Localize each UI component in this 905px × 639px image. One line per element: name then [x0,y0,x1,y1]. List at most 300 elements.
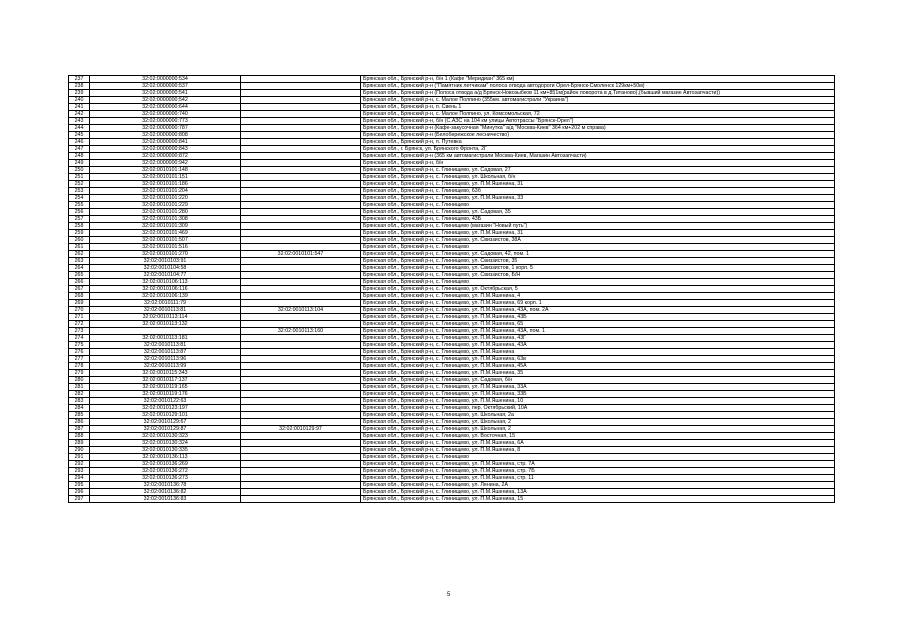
table-row [69,209,835,216]
row-number-cell: 277 [69,356,90,363]
table-row [69,391,835,398]
cadastral-number-cell: 32:02:0000000:841 [90,139,241,146]
address-cell: Брянская обл., Брянский р-н, с. Глинищево, ул. Школьная, 2а [361,412,835,419]
table-row [69,174,835,181]
table-row [69,132,835,139]
cadastral-number-cell: 32:02:0010129:101 [90,412,241,419]
linked-cadastral-number-cell [241,384,361,391]
row-number-cell: 274 [69,335,90,342]
linked-cadastral-number-cell [241,90,361,97]
linked-cadastral-number-cell [241,300,361,307]
row-number-cell: 295 [69,482,90,489]
address-cell: Брянская обл., Брянский р-н, с. Глинищево, ул. П.М.Яшенина, 13А [361,489,835,496]
cadastral-number-cell: 32:02:0010113:181 [90,335,241,342]
linked-cadastral-number-cell [241,258,361,265]
address-cell: Брянская обл., Брянский р-н, с. Глинищево, ул. Садовая, 27 [361,167,835,174]
address-cell: Брянская обл., Брянский р-н, с. Глинищево [361,202,835,209]
row-number-cell: 239 [69,90,90,97]
linked-cadastral-number-cell [241,279,361,286]
row-number-cell: 271 [69,314,90,321]
linked-cadastral-number-cell [241,468,361,475]
linked-cadastral-number-cell [241,349,361,356]
address-cell: Брянская обл., Брянский р-н, с. Глинищево [361,279,835,286]
cadastral-number-cell: 32:02:0010130:323 [90,433,241,440]
row-number-cell: 272 [69,321,90,328]
linked-cadastral-number-cell [241,223,361,230]
table-row [69,419,835,426]
linked-cadastral-number-cell [241,496,361,503]
cadastral-number-cell: 32:02:0010101:220 [90,195,241,202]
linked-cadastral-number-cell [241,265,361,272]
cadastral-number-cell: 32:02:0010117:137 [90,377,241,384]
row-number-cell: 248 [69,153,90,160]
linked-cadastral-number-cell: 32:02:0010129:97 [241,426,361,433]
linked-cadastral-number-cell [241,356,361,363]
row-number-cell: 296 [69,489,90,496]
cadastral-number-cell: 32:02:0010136:82 [90,489,241,496]
table-row [69,104,835,111]
cadastral-number-cell: 32:02:0010119:176 [90,391,241,398]
address-cell: Брянская обл., Брянский р-н, с. Глинищево, ул. Садовая, 35 [361,209,835,216]
cadastral-number-cell: 32:02:0010104:77 [90,272,241,279]
address-cell: Брянская обл., Брянский р-н, с. Глинищево, ул. П.М.Яшенина, стр. 11 [361,475,835,482]
cadastral-number-cell: 32:02:0010136:269 [90,461,241,468]
linked-cadastral-number-cell [241,153,361,160]
address-cell: Брянская обл., Брянский р-н, с. Глинищево, ул. Ленина, 2А [361,482,835,489]
address-cell: Брянская обл., Брянский р-н, с. Глинищево, ул. П.М.Яшенина, стр. 7Б [361,468,835,475]
row-number-cell: 252 [69,181,90,188]
row-number-cell: 284 [69,405,90,412]
address-cell: Брянская обл., Брянский р-н, с. Глинищево, ул. П.М.Яшенина, 10 [361,398,835,405]
linked-cadastral-number-cell [241,377,361,384]
linked-cadastral-number-cell [241,195,361,202]
table-row [69,412,835,419]
cadastral-number-cell: 32:02:0010103:91 [90,258,241,265]
address-cell: Брянская обл., Брянский р-н, б/н [361,160,835,167]
cadastral-number-cell: 32:02:0010101:151 [90,174,241,181]
address-cell: Брянская обл., Брянский р-н, с. Глинищево, ул. Садовая, 42, пом. 1 [361,251,835,258]
linked-cadastral-number-cell [241,132,361,139]
cadastral-number-cell: 32:02:0010106:139 [90,293,241,300]
linked-cadastral-number-cell [241,475,361,482]
table-row [69,454,835,461]
address-cell: Брянская обл., Брянский р-н, с. Глинищево, ул. П.М.Яшенина, 6А [361,440,835,447]
cadastral-number-cell: 32:02:0010106:113 [90,279,241,286]
address-cell: Брянская обл., Брянский р-н, с. Глинищево, 43Б [361,216,835,223]
row-number-cell: 282 [69,391,90,398]
address-cell: Брянская обл., Брянский р-н, с. Глинищево, ул. П.М.Яшенина, 4 [361,293,835,300]
linked-cadastral-number-cell: 32:02:0010113:160 [241,328,361,335]
table-row [69,230,835,237]
cadastral-number-cell: 32:02:0010136:83 [90,496,241,503]
linked-cadastral-number-cell [241,181,361,188]
cadastral-number-cell: 32:02:0010136:272 [90,468,241,475]
table-row [69,167,835,174]
table-row [69,363,835,370]
address-cell: Брянская обл., Брянский р-н, с. Глинищево, ул. П.М.Яшенина, 15 [361,496,835,503]
property-table [68,75,835,503]
address-cell: Брянская обл., Брянский р-н, с. Глинищево, ул. П.М.Яшенина, 65 [361,321,835,328]
row-number-cell: 293 [69,468,90,475]
table-row [69,370,835,377]
linked-cadastral-number-cell [241,146,361,153]
row-number-cell: 258 [69,223,90,230]
cadastral-number-cell: 32:02:0000000:942 [90,160,241,167]
address-cell: Брянская обл., Брянский р-н, с. Глинищево, ул. П.М.Яшенина, 69 корп. 1 [361,300,835,307]
cadastral-number-cell: 32:02:0010130:324 [90,440,241,447]
linked-cadastral-number-cell [241,412,361,419]
table-row [69,76,835,83]
row-number-cell: 280 [69,377,90,384]
address-cell: Брянская обл., Брянский р-н, б/н (С.АЗС на 104 км улицы Автотрассы "Брянск-Орел") [361,118,835,125]
cadastral-number-cell: 32:02:0010136:113 [90,454,241,461]
linked-cadastral-number-cell [241,174,361,181]
cadastral-number-cell: 32:02:0010101:270 [90,251,241,258]
table-row [69,202,835,209]
linked-cadastral-number-cell [241,447,361,454]
address-cell: Брянская обл., Брянский р-н, с. Глинищево, ул. П.М.Яшенина, 31 [361,230,835,237]
address-cell: Брянская обл., Брянский р-н, с. Глинищево, ул. П.М.Яшенина, 45А [361,363,835,370]
row-number-cell: 262 [69,251,90,258]
cadastral-number-cell: 32:02:0000000:787 [90,125,241,132]
cadastral-number-cell: 32:02:0010101:309 [90,223,241,230]
cadastral-number-cell: 32:02:0010136:78 [90,482,241,489]
cadastral-number-cell: 32:02:0010113:99 [90,363,241,370]
address-cell: Брянская обл., Брянский р-н, с. Глинищево, ул. П.М.Яшенина, 33А [361,384,835,391]
cadastral-number-cell: 32:02:0010115:343 [90,370,241,377]
row-number-cell: 237 [69,76,90,83]
row-number-cell: 287 [69,426,90,433]
cadastral-number-cell: 32:02:0000000:773 [90,118,241,125]
cadastral-number-cell: 32:02:0010104:58 [90,265,241,272]
linked-cadastral-number-cell [241,482,361,489]
row-number-cell: 244 [69,125,90,132]
row-number-cell: 285 [69,412,90,419]
row-number-cell: 283 [69,398,90,405]
address-cell: Брянская обл., Брянский р-н, с. Глинищево, ул. П.М.Яшенина, 35 [361,370,835,377]
table-row [69,265,835,272]
table-row [69,440,835,447]
table-row [69,160,835,167]
row-number-cell: 266 [69,279,90,286]
linked-cadastral-number-cell [241,167,361,174]
row-number-cell: 278 [69,363,90,370]
cadastral-number-cell: 32:02:0000000:644 [90,104,241,111]
address-cell: Брянская обл., Брянский р-н, с. Глинищево, ул. Октябрьская, 5 [361,286,835,293]
cadastral-number-cell: 32:02:0010101:148 [90,167,241,174]
address-cell: Брянская обл., Брянский р-н, с. Глинищево (магазин "Новый путь") [361,223,835,230]
linked-cadastral-number-cell [241,104,361,111]
linked-cadastral-number-cell [241,440,361,447]
cadastral-number-cell: 32:02:0010113:114 [90,314,241,321]
linked-cadastral-number-cell [241,139,361,146]
linked-cadastral-number-cell [241,272,361,279]
cadastral-number-cell: 32:02:0010101:308 [90,216,241,223]
row-number-cell: 286 [69,419,90,426]
linked-cadastral-number-cell [241,335,361,342]
cadastral-number-cell: 32:02:0000000:843 [90,146,241,153]
cadastral-number-cell: 32:02:0010101:469 [90,230,241,237]
row-number-cell: 267 [69,286,90,293]
linked-cadastral-number-cell [241,419,361,426]
cadastral-number-cell: 32:02:0010130:335 [90,447,241,454]
cadastral-number-cell: 32:02:0010101:186 [90,181,241,188]
table-row [69,195,835,202]
row-number-cell: 273 [69,328,90,335]
row-number-cell: 250 [69,167,90,174]
table-row [69,244,835,251]
cadastral-number-cell: 32:02:0010129:67 [90,419,241,426]
address-cell: Брянская обл., Брянский р-н, с. Глинищево, ул. П.М.Яшенина, 33Б [361,391,835,398]
address-cell: Брянская обл., Брянский р-н, с. Глинищево, ул. П.М.Яшенина, 43А [361,342,835,349]
row-number-cell: 246 [69,139,90,146]
table-row [69,293,835,300]
linked-cadastral-number-cell [241,202,361,209]
cadastral-number-cell: 32:02:0000000:872 [90,153,241,160]
cadastral-number-cell: 32:02:0000000:740 [90,111,241,118]
table-row [69,251,835,258]
address-cell: Брянская обл., Брянский р-н, с. Глинищево, ул. Школьная, 2 [361,419,835,426]
address-cell: Брянская обл., Брянский р-н, с. Глинищево, ул. Восточная, 15 [361,433,835,440]
table-row [69,300,835,307]
address-cell: Брянская обл., Брянский р-н, с. Глинищево, ул. Школьная, б/н [361,174,835,181]
address-cell: Брянская обл., Брянский р-н, с. Глинищево, ул. П.М.Яшенина, 8 [361,447,835,454]
address-cell: Брянская обл., Брянский р-н, с. Глинищево, ул. Свиззистов, Б/Н [361,272,835,279]
cadastral-number-cell: 32:02:0010101:507 [90,237,241,244]
table-row [69,111,835,118]
address-cell: Брянская обл., Брянский р-н, с. Глинищево [361,244,835,251]
linked-cadastral-number-cell [241,314,361,321]
table-row [69,286,835,293]
cadastral-number-cell: 32:02:0010113:132 [90,321,241,328]
address-cell: Брянская обл., Брянский р-н, п. Путевка [361,139,835,146]
row-number-cell: 247 [69,146,90,153]
table-row [69,118,835,125]
address-cell: Брянская обл., Брянский р-н, с. Глинищево, ул. П.М.Яшенина, 63в [361,356,835,363]
linked-cadastral-number-cell [241,160,361,167]
linked-cadastral-number-cell [241,286,361,293]
address-cell: Брянская обл., Брянский р-н (Полоса отвода а/д Брянск-Новозыбков 11 км+851м(район поворота в д.Титаново),(бывший магазин Автозапчасти)) [361,90,835,97]
cadastral-number-cell: 32:02:0010113:81 [90,307,241,314]
address-cell: Брянская обл., Брянский р-н, с. Глинищево, ул. Свиззистов, 35 [361,258,835,265]
row-number-cell: 241 [69,104,90,111]
row-number-cell: 279 [69,370,90,377]
address-cell: Брянская обл., Брянский р-н, с. Глинищево, ул. П.М.Яшенина, 43Б [361,314,835,321]
linked-cadastral-number-cell [241,461,361,468]
table-row [69,223,835,230]
row-number-cell: 251 [69,174,90,181]
cadastral-number-cell: 32:02:0010119:165 [90,384,241,391]
row-number-cell: 276 [69,349,90,356]
address-cell: Брянская обл., Брянский р-н ("Памятник летчикам" полоса отвода автодороги Орел-Брянск-Смоленск 129км+50м) [361,83,835,90]
address-cell: Брянская обл., Брянский р-н (365 км автомагистрали Москва-Киев, Магазин Автозапчасти) [361,153,835,160]
table-row [69,475,835,482]
cadastral-number-cell: 32:02:0010101:229 [90,202,241,209]
table-row [69,489,835,496]
row-number-cell: 257 [69,216,90,223]
row-number-cell: 242 [69,111,90,118]
row-number-cell: 275 [69,342,90,349]
table-row [69,125,835,132]
cadastral-number-cell: 32:02:0010101:204 [90,188,241,195]
row-number-cell: 268 [69,293,90,300]
table-body [69,76,835,503]
table-row [69,342,835,349]
linked-cadastral-number-cell [241,230,361,237]
cadastral-number-cell: 32:02:0000000:808 [90,132,241,139]
linked-cadastral-number-cell [241,111,361,118]
cadastral-number-cell: 32:02:0010101:280 [90,209,241,216]
table-row [69,181,835,188]
address-cell: Брянская обл., Брянский р-н (Кафе-закусочная "Минутка" а/д "Москва-Киев" 364 км+202 м справа) [361,125,835,132]
table-row [69,321,835,328]
linked-cadastral-number-cell [241,370,361,377]
cadastral-number-cell: 32:02:0010136:273 [90,475,241,482]
row-number-cell: 289 [69,440,90,447]
address-cell: Брянская обл., Брянский р-н, с. Глинищево, ул. П.М.Яшенина, стр. 7А [361,461,835,468]
row-number-cell: 270 [69,307,90,314]
row-number-cell: 240 [69,97,90,104]
linked-cadastral-number-cell [241,489,361,496]
linked-cadastral-number-cell: 32:02:0010101:547 [241,251,361,258]
table-row [69,279,835,286]
address-cell: Брянская обл., Брянский р-н, с. Глинищево, ул. П.М.Яшенина, 31 [361,181,835,188]
cadastral-number-cell: 32:02:0000000:534 [90,76,241,83]
cadastral-number-cell: 32:02:0010129:87 [90,426,241,433]
table-row [69,97,835,104]
row-number-cell: 261 [69,244,90,251]
table-row [69,482,835,489]
table-row [69,139,835,146]
row-number-cell: 290 [69,447,90,454]
table-row [69,377,835,384]
cadastral-number-cell: 32:02:0000000:537 [90,83,241,90]
linked-cadastral-number-cell [241,76,361,83]
row-number-cell: 255 [69,202,90,209]
row-number-cell: 254 [69,195,90,202]
table-row [69,468,835,475]
row-number-cell: 253 [69,188,90,195]
address-cell: Брянская обл., Брянский р-н, с. Глинищево, ул. П.М.Яшенина, 43А, пом. 2А [361,307,835,314]
linked-cadastral-number-cell: 32:02:0010113:104 [241,307,361,314]
linked-cadastral-number-cell [241,237,361,244]
row-number-cell: 297 [69,496,90,503]
address-cell: Брянская обл., Брянский р-н, с. Глинищево, ул. П.М.Яшенина [361,349,835,356]
linked-cadastral-number-cell [241,398,361,405]
linked-cadastral-number-cell [241,433,361,440]
table-row [69,496,835,503]
cadastral-number-cell: 32:02:0010101:516 [90,244,241,251]
linked-cadastral-number-cell [241,188,361,195]
cadastral-number-cell: 32:02:0010113:96 [90,356,241,363]
row-number-cell: 263 [69,258,90,265]
table-row [69,146,835,153]
linked-cadastral-number-cell [241,391,361,398]
row-number-cell: 281 [69,384,90,391]
cadastral-number-cell: 32:02:0010122:63 [90,398,241,405]
linked-cadastral-number-cell [241,118,361,125]
row-number-cell: 269 [69,300,90,307]
row-number-cell: 294 [69,475,90,482]
table-row [69,356,835,363]
address-cell: Брянская обл., Брянский р-н, с. Глинищево, ул. Садовая, б/н [361,377,835,384]
linked-cadastral-number-cell [241,244,361,251]
row-number-cell: 245 [69,132,90,139]
page-number: 5 [447,592,451,598]
table-row [69,272,835,279]
table-row [69,237,835,244]
linked-cadastral-number-cell [241,405,361,412]
address-cell: Брянская обл., Брянский р-н, б/н 1 (Кафе "Меридиан" 365 км) [361,76,835,83]
row-number-cell: 288 [69,433,90,440]
row-number-cell: 264 [69,265,90,272]
address-cell: Брянская обл., Брянский р-н, с. Глинищево, ул. П.М.Яшенина, 43А, пом. 1 [361,328,835,335]
table-row [69,83,835,90]
row-number-cell: 291 [69,454,90,461]
table-row [69,405,835,412]
cadastral-number-cell: 32:02:0010106:116 [90,286,241,293]
row-number-cell: 243 [69,118,90,125]
address-cell: Брянская обл., Брянский р-н, с. Глинищево, ул. П.М.Яшенина, 43Г [361,335,835,342]
table-row [69,384,835,391]
linked-cadastral-number-cell [241,209,361,216]
row-number-cell: 238 [69,83,90,90]
table-row [69,188,835,195]
address-cell: Брянская обл., Брянский р-н, с. Малое Полпино, ул. Комсомольская, 72 [361,111,835,118]
table-row [69,447,835,454]
address-cell: Брянская обл., Брянский р-н, с. Глинищево [361,454,835,461]
linked-cadastral-number-cell [241,83,361,90]
address-cell: Брянская обл., Брянский р-н, с. Глинищево, ул. Свиззистов, 1 корп. 5 [361,265,835,272]
table-row [69,461,835,468]
table-row [69,258,835,265]
row-number-cell: 249 [69,160,90,167]
address-cell: Брянская обл., Брянский р-н (Белобережское лесничество) [361,132,835,139]
table-row [69,307,835,314]
table-row [69,433,835,440]
address-cell: Брянская обл., Брянский р-н, с. Глинищево, 63б [361,188,835,195]
linked-cadastral-number-cell [241,363,361,370]
table-row [69,314,835,321]
cadastral-number-cell [90,328,241,335]
row-number-cell: 259 [69,230,90,237]
table-row [69,90,835,97]
linked-cadastral-number-cell [241,342,361,349]
table-row [69,426,835,433]
table-row [69,153,835,160]
row-number-cell: 292 [69,461,90,468]
table-row [69,335,835,342]
table-row [69,328,835,335]
linked-cadastral-number-cell [241,216,361,223]
linked-cadastral-number-cell [241,125,361,132]
linked-cadastral-number-cell [241,454,361,461]
table-row [69,398,835,405]
linked-cadastral-number-cell [241,293,361,300]
row-number-cell: 265 [69,272,90,279]
cadastral-number-cell: 32:02:0010123:197 [90,405,241,412]
linked-cadastral-number-cell [241,97,361,104]
cadastral-number-cell: 32:02:0010113:81 [90,342,241,349]
address-cell: Брянская обл., Брянский р-н, с. Глинищево, ул. Школьная, 2 [361,426,835,433]
table-row [69,349,835,356]
cadastral-number-cell: 32:02:0000000:542 [90,97,241,104]
cadastral-number-cell: 32:02:0010111:79 [90,300,241,307]
row-number-cell: 260 [69,237,90,244]
address-cell: Брянская обл., Брянский р-н, с. Малое Полпино (355км. автомагистрали "Украина") [361,97,835,104]
address-cell: Брянская обл., Брянский р-н, с. Глинищево, ул. Свиззистов, 38А [361,237,835,244]
address-cell: Брянская обл., Брянский р-н, п. Свень 1 [361,104,835,111]
